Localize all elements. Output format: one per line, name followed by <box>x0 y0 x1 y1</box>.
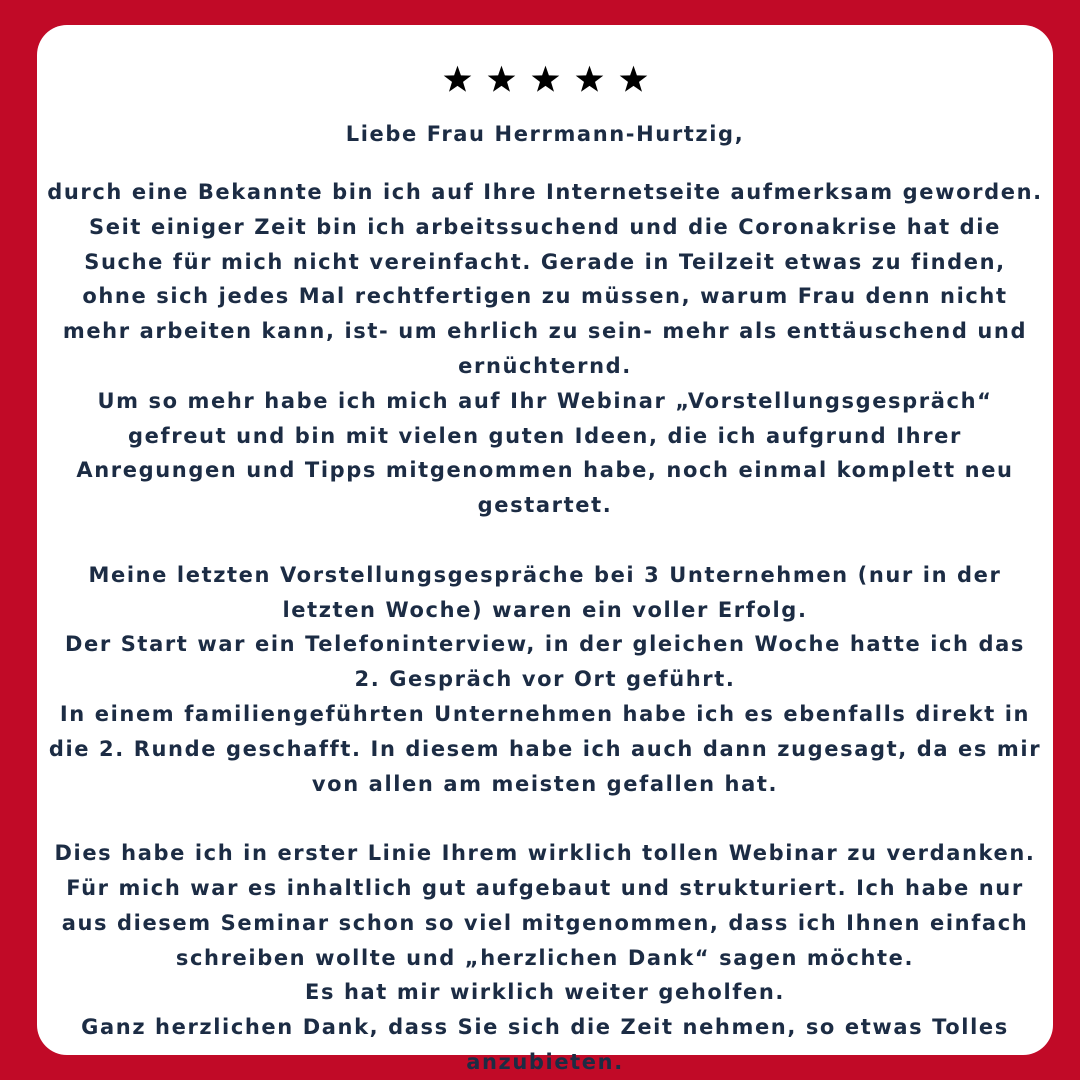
text-line: Suche für mich nicht vereinfacht. Gerade in Teilzeit etwas zu finden, <box>84 249 1006 274</box>
star-icon <box>531 65 560 94</box>
text-line: von allen am meisten gefallen hat. <box>311 771 779 796</box>
text-line: ernüchternd. <box>458 353 632 378</box>
star-icon <box>487 65 516 94</box>
testimonial-body <box>37 175 1053 1080</box>
text-line: Ganz herzlichen Dank, dass Sie sich die Zeit nehmen, so etwas Tolles <box>81 1015 1009 1040</box>
text-line: letzten Woche) waren ein voller Erfolg. <box>282 597 808 622</box>
text-line: Es hat mir wirklich weiter geholfen. <box>305 980 785 1005</box>
text-line: anzubieten. <box>466 1049 624 1074</box>
text-line: schreiben wollte und „herzlichen Dank“ sagen möchte. <box>175 945 915 970</box>
text-line: Seit einiger Zeit bin ich arbeitssuchend und die Coronakrise hat die <box>89 214 1001 239</box>
blank-line <box>37 523 1053 558</box>
text-line: Dies habe ich in erster Linie Ihrem wirklich tollen Webinar zu verdanken. <box>54 841 1036 866</box>
text-line: Für mich war es inhaltlich gut aufgebaut und strukturiert. Ich habe nur <box>66 875 1024 900</box>
text-line: ohne sich jedes Mal rechtfertigen zu müssen, warum Frau denn nicht <box>82 284 1008 309</box>
text-line: mehr arbeiten kann, ist- um ehrlich zu sein- mehr als enttäuschend und <box>62 319 1028 344</box>
text-line: In einem familiengeführten Unternehmen habe ich es ebenfalls direkt in <box>59 701 1031 726</box>
text-line: gestartet. <box>477 493 613 518</box>
star-icon <box>575 65 604 94</box>
star-icon <box>619 65 648 94</box>
text-line: Meine letzten Vorstellungsgespräche bei 3 Unternehmen (nur in der <box>88 562 1002 587</box>
text-line: Anregungen und Tipps mitgenommen habe, noch einmal komplett neu <box>76 458 1014 483</box>
salutation: Liebe Frau Herrmann-Hurtzig, <box>345 122 745 146</box>
text-line: gefreut und bin mit vielen guten Ideen, die ich aufgrund Ihrer <box>128 423 962 448</box>
star-icon <box>443 65 472 94</box>
text-line: Um so mehr habe ich mich auf Ihr Webinar „Vorstellungsgespräch“ <box>97 388 993 413</box>
blank-line <box>37 801 1053 836</box>
text-line: 2. Gespräch vor Ort geführt. <box>354 667 736 692</box>
text-line: aus diesem Seminar schon so viel mitgenommen, dass ich Ihnen einfach <box>61 910 1029 935</box>
text-line: die 2. Runde geschafft. In diesem habe ich auch dann zugesagt, da es mir <box>48 736 1042 761</box>
star-rating <box>37 65 1053 101</box>
testimonial-card <box>37 25 1053 1074</box>
text-line: durch eine Bekannte bin ich auf Ihre Internetseite aufmerksam geworden. <box>47 180 1043 204</box>
text-line: Der Start war ein Telefoninterview, in der gleichen Woche hatte ich das <box>64 632 1026 657</box>
